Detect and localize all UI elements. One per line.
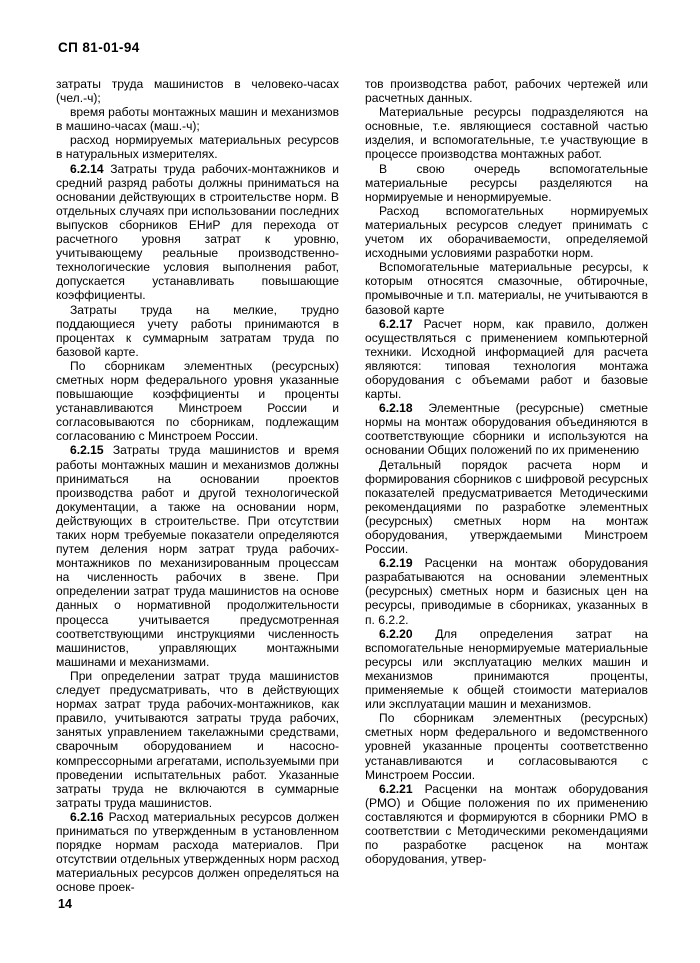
paragraph-text: В свою очередь вспомогательные материальные ресурсы разделяются на нормируемые и ненормируемые. <box>365 161 648 204</box>
paragraph-text: затраты труда машинистов в человеко-часах (чел.-ч); <box>56 77 339 106</box>
paragraph <box>365 317 648 402</box>
paragraph-text: По сборникам элементных (ресурсных) сметных норм федерального и ведомственного уровней указанные проценты соответственно устанавливаются и согласовываются с Минстроем России. <box>365 711 648 782</box>
paragraph-text: Расценки на монтаж оборудования разрабатываются на основании элементных (ресурсных) сметных норм и базисных цен на ресурсы, приводимые в сборниках, указанных в п. 6.2.2. <box>365 556 648 627</box>
paragraph-text: Для определения затрат на вспомогательные ненормируемые материальные ресурсы или эксплуатацию мелких машин и механизмов принимаются проценты, применяемые к общей стоимости материалов или эксплуатации машин и механизмов. <box>365 626 648 712</box>
paragraph <box>365 782 648 867</box>
paragraph-text: Расход материальных ресурсов должен приниматься по утвержденным в установленном порядке нормам расхода материалов. При отсутствии отдельных утвержденных норм расход материальных ресурсов должен определяться на основе проек- <box>56 809 339 895</box>
clause-number: 6.2.14 <box>70 161 104 176</box>
clause-number: 6.2.20 <box>379 626 413 641</box>
document-code-header: СП 81-01-94 <box>58 40 140 55</box>
paragraph <box>365 162 648 204</box>
paragraph-text: Затраты труда на мелкие, трудно поддающиеся учету работы принимаются в процентах к суммарным затратам труда по базовой карте. <box>56 302 339 359</box>
paragraph-text: расход нормируемых материальных ресурсов в натуральных измерителях. <box>56 133 339 162</box>
paragraph <box>56 105 339 133</box>
paragraph-text: Материальные ресурсы подразделяются на основные, т.е. являющиеся составной частью изделия, и вспомогательные, т.е участвующие в процессе производства монтажных работ. <box>365 105 648 162</box>
paragraph <box>365 204 648 260</box>
clause-number: 6.2.16 <box>70 809 104 824</box>
paragraph <box>365 627 648 712</box>
paragraph-text: тов производства работ, рабочих чертежей или расчетных данных. <box>365 77 648 106</box>
paragraph-text: Детальный порядок расчета норм и формирования сборников с шифровой ресурсных показателей предусматривается Методическими рекомендациями по разработке элементных (ресурсных) сметных норм на монтаж оборудования, утверждаемыми Минстроем России. <box>365 457 648 557</box>
paragraph-text: Расценки на монтаж оборудования (РМО) и Общие положения по их применению составляются и формируются в сборники РМО в соответствии с Методическими рекомендациями по разработке расценок на монтаж оборудования, утвер- <box>365 781 648 867</box>
clause-number: 6.2.17 <box>379 316 413 331</box>
paragraph <box>56 303 339 359</box>
paragraph <box>365 556 648 626</box>
paragraph-text: По сборникам элементных (ресурсных) сметных норм федерального уровня указанные повышающие коэффициенты и проценты устанавливаются Минстроем России и согласовываются по сборникам, подлежащим согласованию с Минстроем России. <box>56 358 339 444</box>
paragraph <box>365 401 648 457</box>
paragraph-text: Элементные (ресурсные) сметные нормы на монтаж оборудования объединяются в соответствующие сборники и используются на основании Общих положений по их применению <box>365 401 648 458</box>
text-columns <box>56 77 648 895</box>
paragraph-text: Затраты труда рабочих-монтажников и средний разряд работы должны приниматься на основании действующих в строительстве норм. В отдельных случаях при использовании последних выпусков сборников ЕНиР для перехода от расчетного уровня затрат к уровню, учитывающему реальные производственно-технологические условия выполнения работ, допускается устанавливать повышающие коэффициенты. <box>56 161 339 303</box>
paragraph <box>56 359 339 444</box>
paragraph <box>56 133 339 161</box>
clause-number: 6.2.21 <box>379 781 413 796</box>
paragraph-text: Затраты труда машинистов и время работы монтажных машин и механизмов должны приниматься на основании проектов производства работ и другой технологической документации, а также на основании норм, действующих в строительстве. При отсутствии таких норм требуемые показатели определяются путем деления норм затрат труда рабочих-монтажников по механизированным процессам на численность рабочих в звене. При определении затрат труда машинистов на основе данных о нормативной продолжительности процесса учитывается предусмотренная соответствующими инструкциями численность машинистов, управляющих монтажными машинами и механизмами. <box>56 443 339 669</box>
paragraph <box>56 162 339 303</box>
paragraph <box>365 77 648 105</box>
page-number: 14 <box>58 897 72 911</box>
paragraph-text: Вспомогательные материальные ресурсы, к которым относятся смазочные, обтирочные, промывочные и т.п. материалы, не учитываются в базовой карте <box>365 260 648 317</box>
clause-number: 6.2.15 <box>70 443 104 458</box>
clause-number: 6.2.18 <box>379 401 413 416</box>
paragraph <box>56 77 339 105</box>
paragraph-text: Расчет норм, как правило, должен осуществляться с применением компьютерной техники. Исходной информацией для расчета являются: типовая технология монтажа оборудования с объемами работ и базовые карты. <box>365 316 648 402</box>
paragraph-text: Расход вспомогательных нормируемых материальных ресурсов следует принимать с учетом их оборачиваемости, определяемой исходными условиями разработки норм. <box>365 203 648 261</box>
paragraph <box>365 260 648 316</box>
column-left <box>56 77 339 895</box>
paragraph <box>365 458 648 557</box>
paragraph <box>56 443 339 669</box>
paragraph <box>365 105 648 161</box>
paragraph-text: время работы монтажных машин и механизмов в машино-часах (маш.-ч); <box>56 105 339 134</box>
clause-number: 6.2.19 <box>379 556 413 571</box>
paragraph <box>56 669 339 810</box>
paragraph <box>56 810 339 895</box>
paragraph <box>365 711 648 781</box>
column-right <box>365 77 648 877</box>
paragraph-text: При определении затрат труда машинистов следует предусматривать, что в действующих нормах затрат труда рабочих-монтажников, как правило, учитываются затраты труда рабочих, занятых управлением такелажными средствами, сварочным оборудованием и насосно-компрессорными агрегатами, используемыми при проведении испытательных работ. Указанные затраты труда не включаются в суммарные затраты труда машинистов. <box>56 668 339 810</box>
